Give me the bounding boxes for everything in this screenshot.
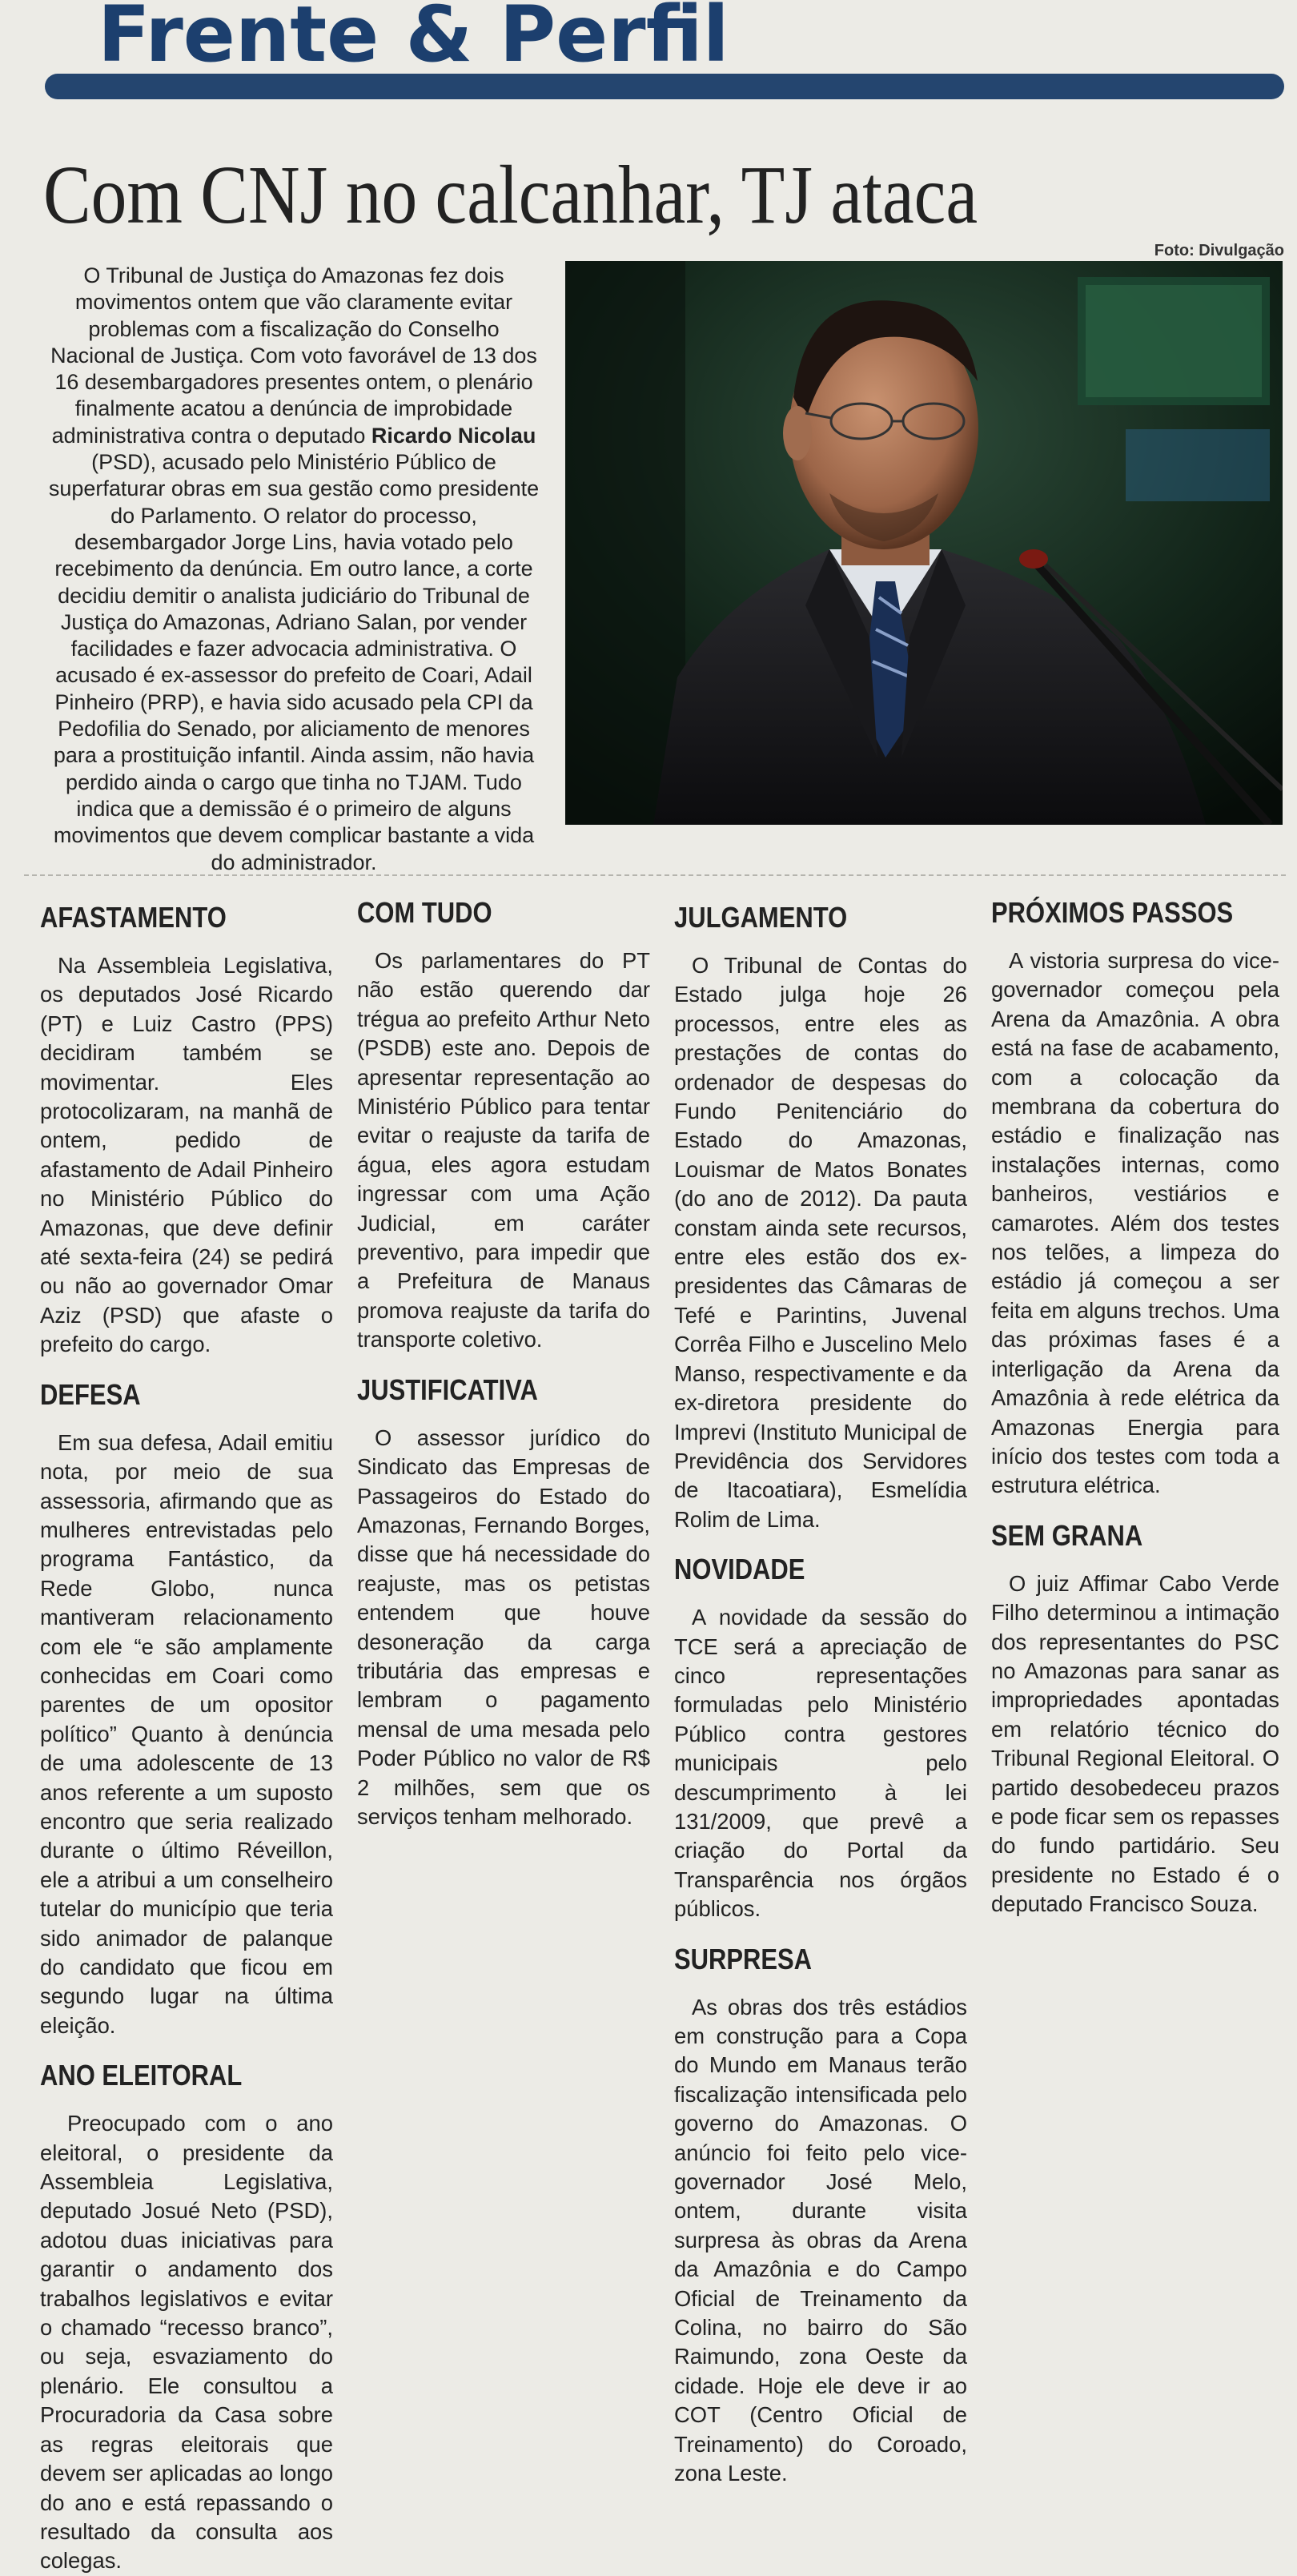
text-surpresa: As obras dos três estádios em construção para a Copa do Mundo em Manaus terão fiscalização intensificada pelo governo do Amazonas. O anúncio foi feito pelo vice-governador José Melo, ontem, durante visita surpresa às obras da Arena da Amazônia e do Campo Oficial de Treinamento da Colina, no bairro do São Raimundo, zona Oeste da cidade. Hoje ele deve ir ao COT (Centro Oficial de Treinamento) do Coroado, zona Leste. (674, 1994, 967, 2486)
text-defesa: Em sua defesa, Adail emitiu nota, por meio de sua assessoria, afirmando que as mulheres entrevistadas pelo programa Fantástico, da Rede Globo, nunca mantiveram relacionamento com ele “e são amplamente conhecidas em Coari como parentes de um opositor político” Quanto à denúncia de uma adolescente de 13 anos referente a um suposto encontro que seria realizado durante o último Réveillon, ele a atribui a um conselheiro tutelar do município que teria sido animador de palanque do candidato que ficou em segundo lugar na última eleição. (40, 1429, 333, 2038)
column-1 (40, 895, 333, 2576)
column-3 (674, 895, 967, 2489)
lede-paragraph (45, 263, 543, 876)
speaker-photo-illustration (565, 261, 1283, 825)
headline: Com CNJ no calcanhar, TJ ataca (43, 149, 978, 241)
heading-surpresa: SURPRESA (674, 1942, 813, 1975)
photo-credit: Foto: Divulgação (1154, 242, 1284, 259)
heading-julgamento: JULGAMENTO (674, 901, 848, 934)
lede-part-2: (PSD), acusado pelo Ministério Público de superfaturar obras em sua gestão como presidente do Parlamento. O relator do processo, desembargador Jorge Lins, havia votado pelo recebimento da denúncia. Em outro lance, a corte decidiu demitir o analista judiciário do Tribunal de Justiça do Amazonas, Adriano Salan, por vender facilidades e fazer advocacia administrativa. O acusado é ex-assessor do prefeito de Coari, Adail Pinheiro (PRP), e havia sido acusado pela CPI da Pedofilia do Senado, por aliciamento de menores para a prostituição infantil. Ainda assim, não havia perdido ainda o cargo que tinha no TJAM. Tudo indica que a demissão é o primeiro de alguns movimentos que devem complicar bastante a vida do administrador. (48, 450, 540, 874)
heading-defesa: DEFESA (40, 1377, 141, 1411)
section-masthead (45, 0, 1284, 102)
text-com-tudo: Os parlamentares do PT não estão querendo dar trégua ao prefeito Arthur Neto (PSDB) este ano. Depois de apresentar representação ao Ministério Público para tentar evitar o reajuste da tarifa de água, eles agora estudam ingressar com uma Ação Judicial, em caráter preventivo, para impedir que a Prefeitura de Manaus promova reajuste da tarifa do transporte coletivo. (357, 948, 650, 1352)
section-divider (24, 874, 1286, 876)
text-proximos-passos: A vistoria surpresa do vice-governador começou pela Arena da Amazônia. A obra está na fase de acabamento, com a colocação da membrana da cobertura do estádio e finalização nas instalações internas, como banheiros, vestiários e camarotes. Além dos testes nos telões, a limpeza do estádio já começou a ser feita em alguns trechos. Uma das próximas fases é a interligação da Arena da Amazônia à rede elétrica da Amazonas Energia para início dos testes com toda a estrutura elétrica. (991, 948, 1279, 1498)
section-title: Frente & Perfil (98, 0, 729, 79)
lede-text (45, 263, 543, 876)
article-photo (565, 261, 1283, 825)
column-2 (357, 895, 650, 1831)
heading-justificativa: JUSTIFICATIVA (357, 1372, 538, 1406)
text-justificativa: O assessor jurídico do Sindicato das Empresas de Passageiros do Estado do Amazonas, Fernando Borges, disse que há necessidade do reajuste, mas os petistas entendem que houve desoneração da carga tributária das empresas e lembram o pagamento mensal de uma mesada pelo Poder Público no valor de R$ 2 milhões, sem que os serviços tenham melhorado. (357, 1425, 650, 1829)
heading-novidade: NOVIDADE (674, 1553, 805, 1586)
heading-afastamento: AFASTAMENTO (40, 901, 227, 934)
lede-highlight-name: Ricardo Nicolau (371, 423, 536, 448)
heading-ano-eleitoral: ANO ELEITORAL (40, 2059, 243, 2092)
lede-part-1: O Tribunal de Justiça do Amazonas fez dois movimentos ontem que vão claramente evitar problemas com a fiscalização do Conselho Nacional de Justiça. Com voto favorável de 13 dos 16 desembargadores presentes ontem, o plenário finalmente acatou a denúncia de improbidade administrativa contra o deputado (50, 263, 537, 448)
text-novidade: A novidade da sessão do TCE será a apreciação de cinco representações formuladas pelo Ministério Público contra gestores municipais pelo descumprimento à lei 131/2009, que prevê a criação do Portal da Transparência nos órgãos públicos. (674, 1605, 967, 1922)
heading-proximos-passos: PRÓXIMOS PASSOS (991, 896, 1234, 929)
text-afastamento: Na Assembleia Legislativa, os deputados José Ricardo (PT) e Luiz Castro (PPS) decidiram também se movimentar. Eles protocolizaram, na manhã de ontem, pedido de afastamento de Adail Pinheiro no Ministério Público do Amazonas, que deve definir até sexta-feira (24) se pedirá ou não ao governador Omar Aziz (PSD) que afaste o prefeito do cargo. (40, 953, 333, 1357)
heading-sem-grana: SEM GRANA (991, 1518, 1143, 1552)
text-ano-eleitoral: Preocupado com o ano eleitoral, o presidente da Assembleia Legislativa, deputado Josué Neto (PSD), adotou duas iniciativas para garantir o andamento dos trabalhos legislativos e evitar o chamado “recesso branco”, ou seja, esvaziamento do plenário. Ele consultou a Procuradoria da Casa sobre as regras eleitorais que devem ser aplicadas ao longo do ano e está repassando o resultado da consulta aos colegas. (40, 2111, 333, 2574)
text-julgamento: O Tribunal de Contas do Estado julga hoje 26 processos, entre eles as prestações de contas do ordenador de despesas do Fundo Penitenciário do Estado do Amazonas, Louismar de Matos Bonates (do ano de 2012). Da pauta constam ainda sete recursos, entre eles estão dos ex-presidentes das Câmaras de Tefé e Parintins, Juvenal Corrêa Filho e Juscelino Melo Manso, respectivamente e da ex-diretora presidente do Imprevi (Instituto Municipal de Previdência dos Servidores de Itacoatiara), Esmelídia Rolim de Lima. (674, 953, 967, 1532)
column-4 (991, 895, 1279, 1919)
text-sem-grana: O juiz Affimar Cabo Verde Filho determinou a intimação dos representantes do PSC no Amazonas para sanar as impropriedades apontadas em relatório técnico do Tribunal Regional Eleitoral. O partido desobedeceu prazos e pode ficar sem os repasses do fundo partidário. Seu presidente no Estado é o deputado Francisco Souza. (991, 1570, 1279, 1917)
heading-com-tudo: COM TUDO (357, 896, 492, 929)
